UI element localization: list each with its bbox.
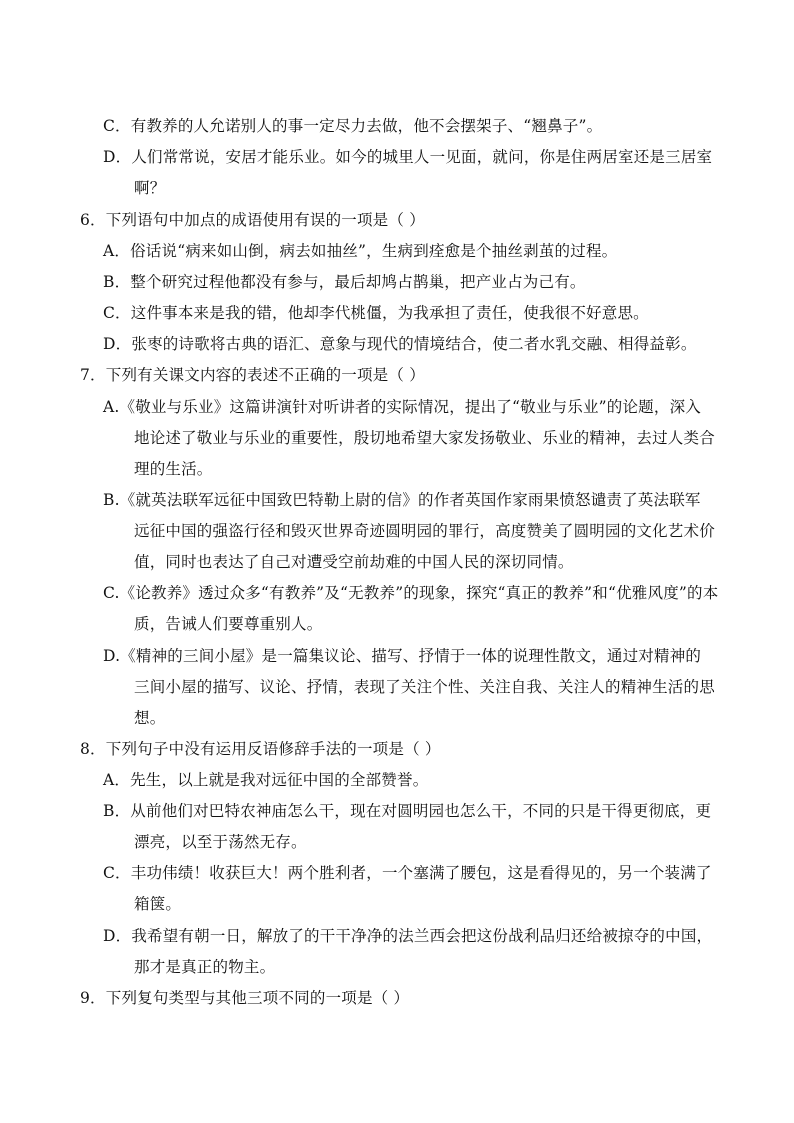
option-d-q8-cont: 那才是真正的物主。 (134, 958, 276, 976)
option-c-q5: C．有教养的人允诺别人的事一定尽力去做，他不会摆架子、“翘鼻子”。 (103, 117, 603, 135)
option-d-q6: D．张枣的诗歌将古典的语汇、意象与现代的情境结合，使二者水乳交融、相得益彰。 (103, 335, 697, 353)
option-d-q7-cont: 想。 (134, 709, 166, 727)
option-a-q8: A．先生，以上就是我对远征中国的全部赞誉。 (103, 771, 429, 789)
option-c-q8-cont: 箱箧。 (134, 895, 182, 913)
option-c-q7: C.《论教养》透过众多“有教养”及“无教养”的现象，探究“真正的教养”和“优雅风度”的本 (103, 584, 719, 602)
option-a-q6: A．俗话说“病来如山倒，病去如抽丝”，生病到痊愈是个抽丝剥茧的过程。 (103, 242, 618, 260)
option-d-q7: D.《精神的三间小屋》是一篇集议论、描写、抒情于一体的说理性散文，通过对精神的 (103, 647, 702, 665)
option-d-q5: D．人们常常说，安居才能乐业。如今的城里人一见面，就问，你是住两居室还是三居室 (103, 148, 713, 166)
question-9: 9．下列复句类型与其他三项不同的一项是（ ） (80, 989, 410, 1007)
option-d-q7-cont: 三间小屋的描写、议论、抒情，表现了关注个性、关注自我、关注人的精神生活的思 (134, 678, 715, 696)
option-c-q6: C．这件事本来是我的错，他却李代桃僵，为我承担了责任，使我很不好意思。 (103, 304, 649, 322)
option-c-q7-cont: 质，告诫人们要尊重别人。 (134, 615, 323, 633)
option-b-q7-cont: 值，同时也表达了自己对遭受空前劫难的中国人民的深切同情。 (134, 553, 574, 571)
option-b-q7: B.《就英法联军远征中国致巴特勒上尉的信》的作者英国作家雨果愤怒谴责了英法联军 (103, 491, 701, 509)
option-a-q7-cont: 地论述了敬业与乐业的重要性，殷切地希望大家发扬敬业、乐业的精神，去过人类合 (134, 429, 715, 447)
option-b-q7-cont: 远征中国的强盗行径和毁灭世界奇迹圆明园的罪行，高度赞美了圆明园的文化艺术价 (134, 522, 715, 540)
option-b-q6: B．整个研究过程他都没有参与，最后却鸠占鹊巢，把产业占为己有。 (103, 273, 586, 291)
option-c-q8: C．丰功伟绩！收获巨大！两个胜利者，一个塞满了腰包，这是看得见的，另一个装满了 (103, 864, 712, 882)
option-a-q7: A.《敬业与乐业》这篇讲演针对听讲者的实际情况，提出了“敬业与乐业”的论题，深入 (103, 398, 701, 416)
option-b-q8-cont: 漂亮，以至于荡然无存。 (134, 833, 307, 851)
question-7: 7．下列有关课文内容的表述不正确的一项是（ ） (80, 366, 425, 384)
question-8: 8．下列句子中没有运用反语修辞手法的一项是（ ） (80, 740, 441, 758)
option-d-q8: D．我希望有朝一日，解放了的干干净净的法兰西会把这份战利品归还给被掠夺的中国， (103, 927, 713, 945)
question-6: 6．下列语句中加点的成语使用有误的一项是（ ） (80, 211, 425, 229)
option-b-q8: B．从前他们对巴特农神庙怎么干，现在对圆明园也怎么干，不同的只是干得更彻底，更 (103, 802, 712, 820)
option-d-q5-cont: 啊？ (134, 179, 166, 197)
option-a-q7-cont: 理的生活。 (134, 460, 213, 478)
